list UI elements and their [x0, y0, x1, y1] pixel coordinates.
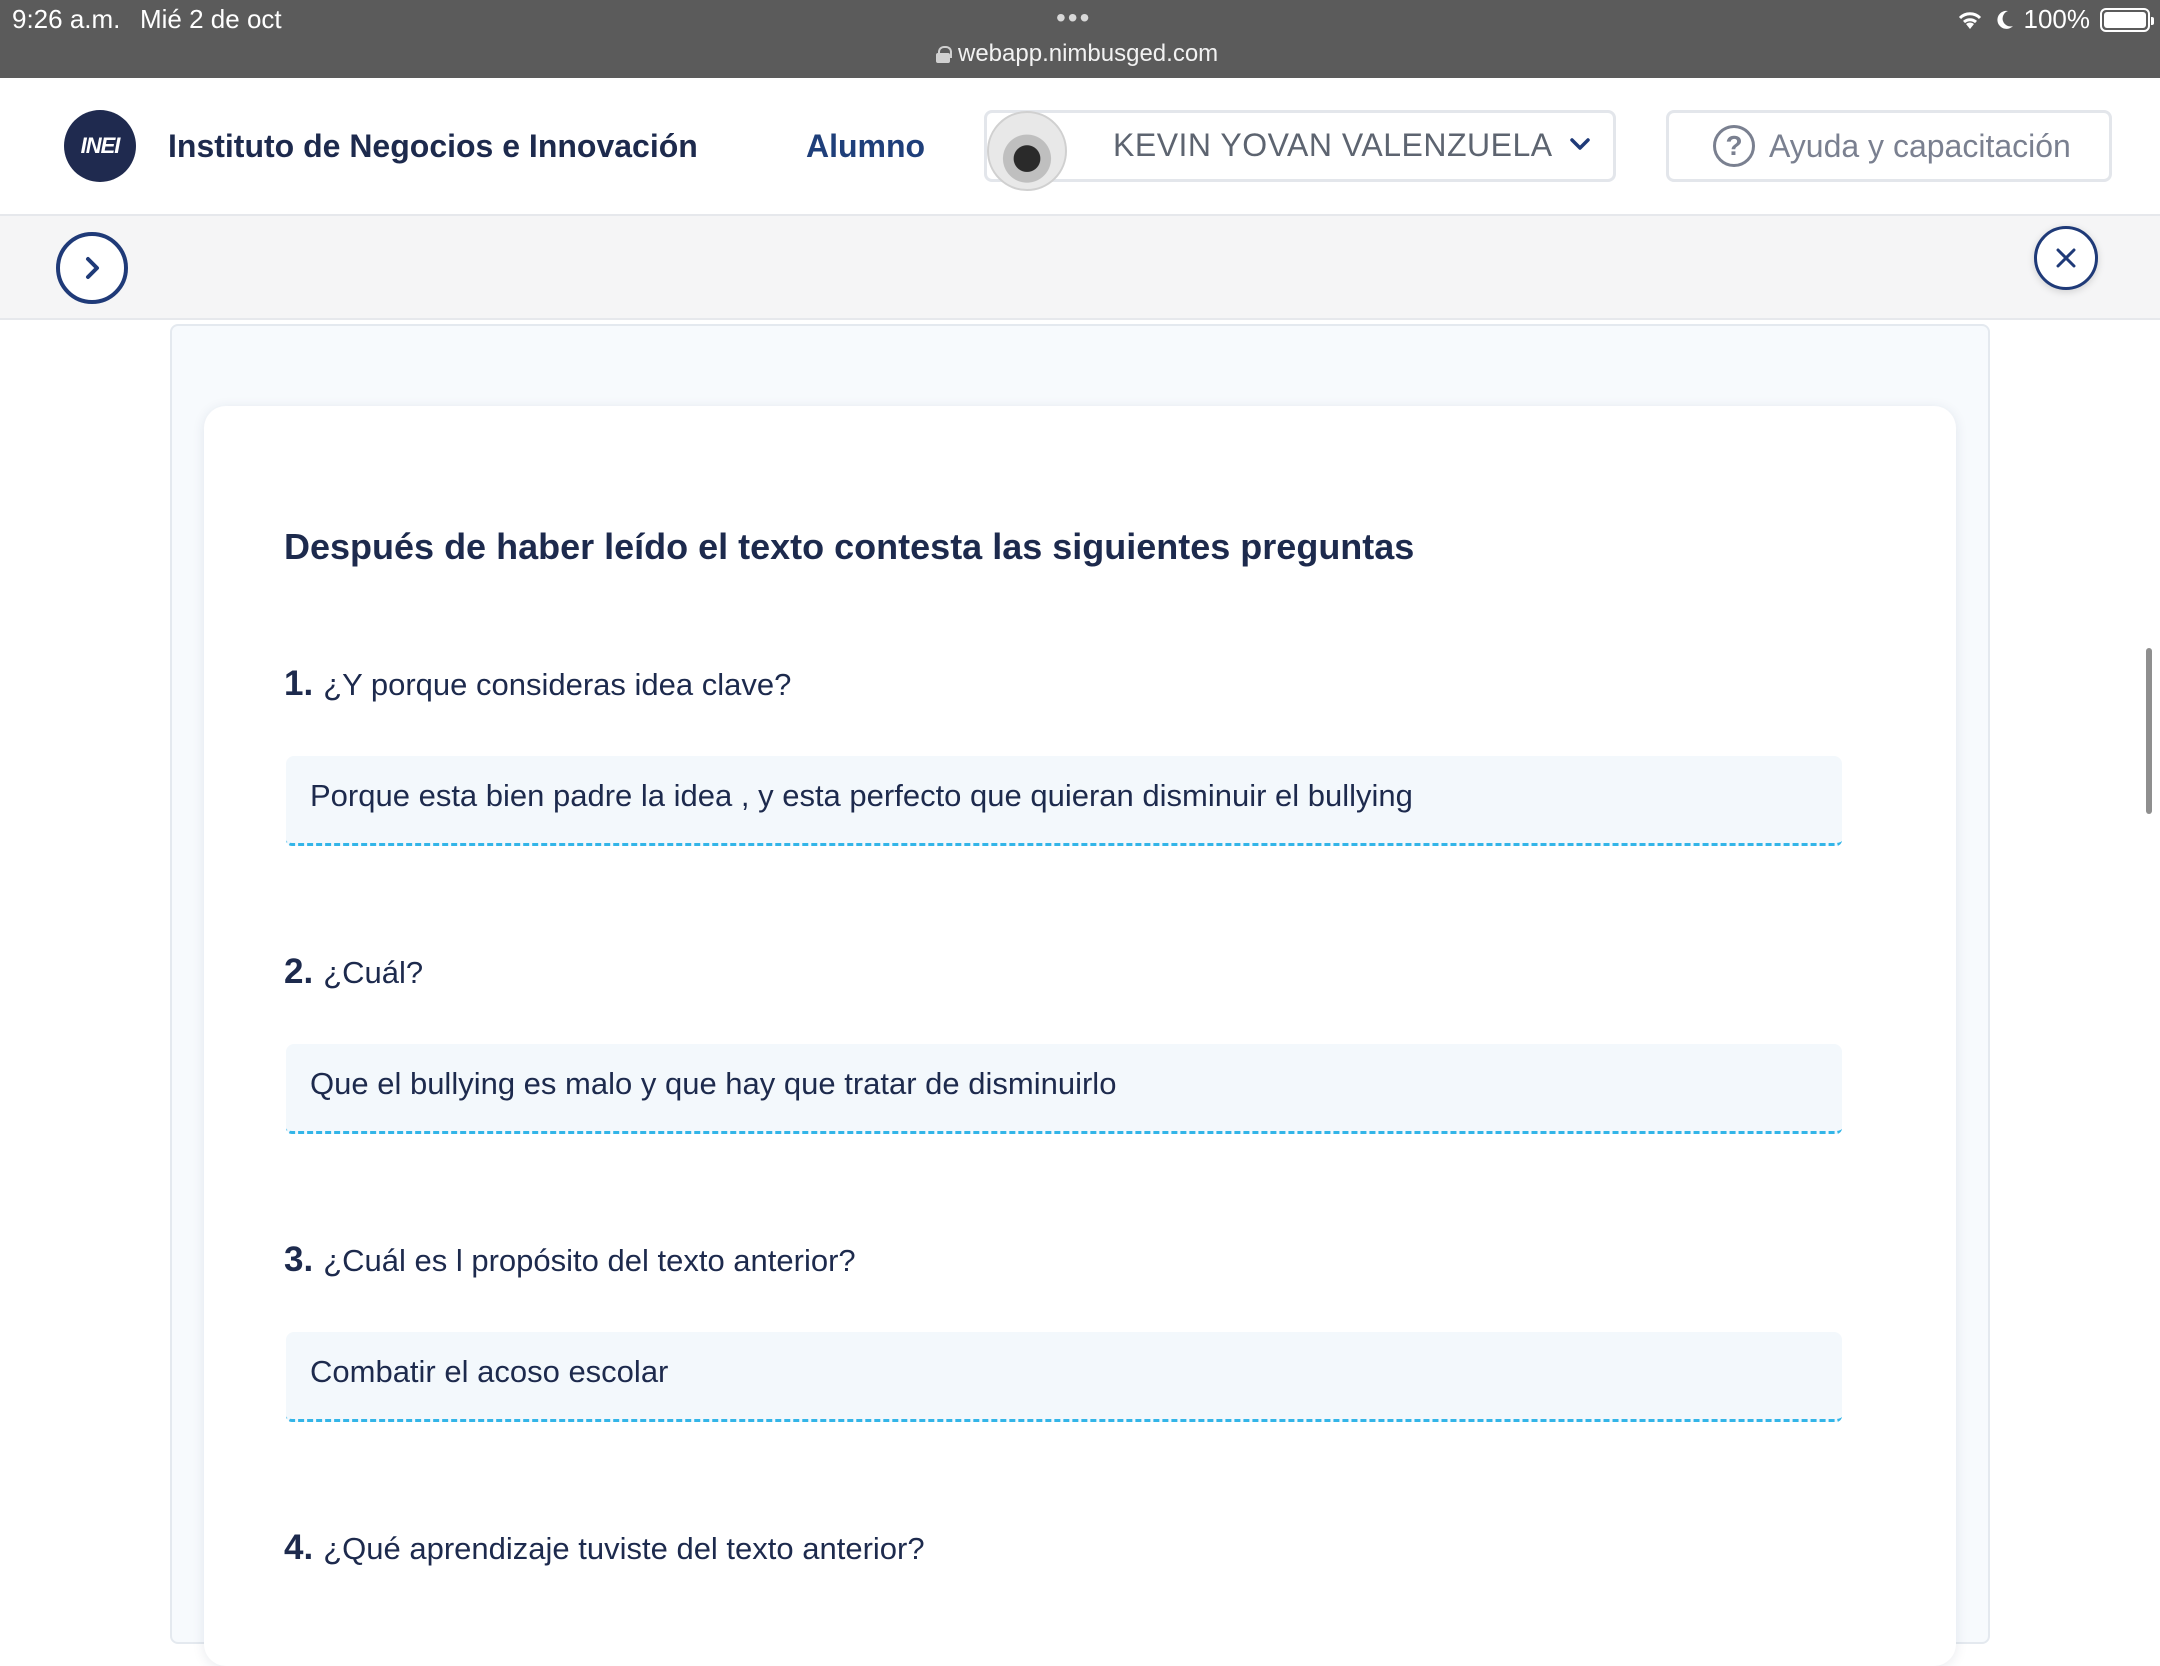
- user-name: KEVIN YOVAN VALENZUELA: [1113, 127, 1553, 163]
- close-icon: [2053, 245, 2079, 271]
- status-date: Mié 2 de oct: [140, 4, 282, 34]
- question-number: 4.: [284, 1528, 314, 1567]
- question-text: ¿Y porque consideras idea clave?: [323, 667, 792, 702]
- close-activity-button[interactable]: [2034, 226, 2098, 290]
- status-time: 9:26 a.m.: [12, 4, 121, 34]
- status-icons: [1956, 4, 2151, 35]
- answer-field-2[interactable]: Que el bullying es malo y que hay que tratar de disminuirlo: [286, 1044, 1842, 1134]
- question-2: [284, 952, 423, 992]
- url-text: webapp.nimbusged.com: [958, 40, 1219, 67]
- question-text: ¿Cuál es l propósito del texto anterior?: [323, 1243, 856, 1278]
- moon-icon: [1994, 9, 2014, 31]
- question-card: [204, 406, 1956, 1666]
- institution-name: Instituto de Negocios e Innovación: [168, 128, 698, 164]
- question-text: ¿Qué aprendizaje tuviste del texto anterior?: [323, 1531, 925, 1566]
- app-header: [0, 78, 2160, 216]
- question-number: 3.: [284, 1240, 314, 1279]
- chevron-right-icon: [77, 253, 107, 283]
- help-label: Ayuda y capacitación: [1769, 127, 2071, 164]
- question-1: [284, 664, 791, 704]
- status-bar: [0, 0, 2160, 78]
- help-training-button[interactable]: [1666, 110, 2112, 182]
- multitasking-dots[interactable]: •••: [1056, 2, 1092, 33]
- battery-icon: [2100, 8, 2150, 32]
- scrollbar-thumb[interactable]: [2146, 648, 2152, 814]
- chevron-down-icon: [1567, 131, 1593, 157]
- battery-percent: 100%: [2023, 4, 2090, 34]
- user-menu-dropdown[interactable]: [984, 110, 1616, 182]
- question-number: 2.: [284, 952, 314, 991]
- question-number: 1.: [284, 664, 314, 703]
- lock-icon: [936, 46, 950, 62]
- question-text: ¿Cuál?: [323, 955, 424, 990]
- expand-sidebar-button[interactable]: [56, 232, 128, 304]
- answer-field-1[interactable]: Porque esta bien padre la idea , y esta perfecto que quieran disminuir el bullying: [286, 756, 1842, 846]
- activity-toolbar: [0, 216, 2160, 320]
- question-4: [284, 1528, 925, 1568]
- user-role: Alumno: [806, 128, 926, 164]
- avatar: [987, 111, 1067, 191]
- activity-title: Después de haber leído el texto contesta las siguientes preguntas: [284, 526, 1415, 567]
- answer-field-3[interactable]: Combatir el acoso escolar: [286, 1332, 1842, 1422]
- institution-logo[interactable]: INEI: [64, 110, 136, 182]
- help-circle-icon: ?: [1713, 125, 1755, 167]
- question-3: [284, 1240, 856, 1280]
- address-bar[interactable]: [936, 40, 1218, 68]
- wifi-icon: [1956, 9, 1984, 31]
